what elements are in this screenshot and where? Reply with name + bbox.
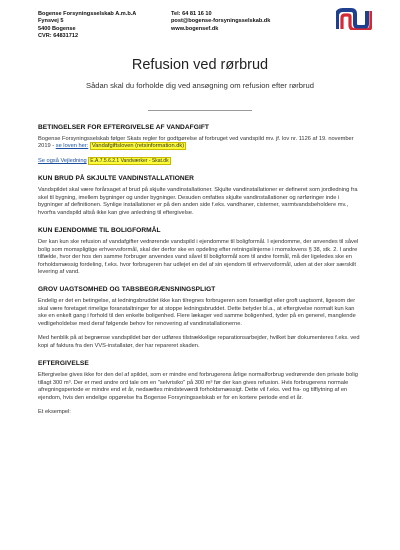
law-link[interactable]: se loven her: [55, 143, 89, 150]
section-paragraph: Vandspildet skal være forårsaget af brud på skjulte vandinstallationer. Skjulte vandinstallationer er defineret som jordledning fra skel til bygning, imellem bygninger og under bygninger. Desuden omfattes skjulte vandinstallationer og rørføringer inde i bygninger af definitionen. Synlige installationer er på den anden side f.eks. vandhaner, cisterner, varmtvandsbeholdere mv., hvorfra vandspild altså ikke kan give anledning til eftergivelse. [38, 187, 358, 216]
contact-phone: Tel: 64 81 16 10 [171, 11, 212, 17]
contact-email[interactable]: post@bogense-forsyningsselskab.dk [171, 18, 271, 25]
company-address-block [38, 11, 136, 40]
guidance-link[interactable]: Se også Vejledning [38, 157, 87, 164]
conditions-text: Bogense Forsyningsselskab følger Skats regler for godtgørelse af forbruget ved vandspild mv. jf. lov nr. 1126 af 19. november 2019 - [38, 136, 354, 150]
section-heading: KUN EJENDOMME TIL BOLIGFORMÅL [38, 227, 161, 235]
section-remission [38, 360, 364, 416]
guidance-paragraph [38, 158, 364, 165]
section-heading: EFTERGIVELSE [38, 360, 89, 368]
company-name: Bogense Forsyningsselskab A.m.b.A [38, 11, 137, 17]
contact-website[interactable]: www.bogensef.dk [171, 25, 219, 32]
section-paragraph: Med henblik på at begrænse vandspildet bør der udføres tilstrækkelige reparationsarbejder, hvilket bør dokumenteres f.eks. ved kopi af faktura fra den VVS-installatør, der har repareret skaden. [38, 335, 360, 349]
section-negligence [38, 286, 364, 350]
section-heading: BETINGELSER FOR EFTERGIVELSE AF VANDAFGIFT [38, 124, 209, 131]
page-title: Refusion ved rørbrud [131, 57, 269, 73]
guidance-highlight-link[interactable]: E.A.7.5.6.2.1 Vandværker - Skat.dk [90, 157, 169, 164]
company-city: 5400 Bogense [38, 25, 76, 32]
conditions-paragraph [38, 136, 364, 151]
section-paragraph: Der kan kun ske refusion af vandafgifter vedrørende vandspild i ejendomme til boligformål. I ejendomme, der anvendes til såvel bolig som momspligtige erhvervsformål, skal der derfor ske en opdeling efter retningslinjerne i momslovens § 38, stk. 2. I andre tilfælde, hvor der hos den samme forbruger anvendes vand såvel til boligformål som til andre formål, må der ligeledes ske en forholdsmæssig fordeling, f.eks. hvor forbrugeren har udlejet en del af sin ejendom til erhvervsformål, uden at der sker særskilt levering af vand. [38, 239, 359, 275]
section-heading: GROV UAGTSOMHED OG TABSBEGRÆNSNINGSPLIGT [38, 286, 216, 294]
section-hidden-installations [38, 175, 364, 217]
example-label: Et eksempel: [38, 408, 71, 415]
company-street: Fynsvej 5 [38, 18, 64, 25]
law-highlight-link[interactable]: Vandafgiftsloven (retsinformation.dk) [91, 143, 185, 150]
company-logo-icon [336, 8, 372, 30]
company-cvr: CVR: 64831712 [38, 32, 79, 39]
section-heading: KUN BRUD PÅ SKJULTE VANDINSTALLATIONER [38, 175, 194, 183]
section-paragraph: Eftergivelse gives ikke for den del af spildet, som er mindre end forbrugerens årlige normalforbrug vedrørende den private bolig tillagt 300 m³. Der er med andre ord tale om en "selvrisiko" på 300 m³ før der kan gives refusion. Hvis forbrugerens normale afregningsperiode er mindre end et år, nedsættes mindsteværdi forholdsmæssigt. Dette vil f.eks. ved fra- og tilflytning af en ejendom, hvis den endelige opgørelse fra Bogense Forsyningsselskab er for en kortere periode end et år. [38, 372, 358, 401]
page-subtitle: Sådan skal du forholde dig ved ansøgning om refusion efter rørbrud [86, 81, 314, 90]
section-paragraph: Endelig er det en betingelse, at ledningsbruddet ikke kan tilregnes forbrugeren som forsætligt eller groft uagtsomt, ligesom der skal være foretaget rimelige foranstaltninger for at stoppe ledningsbruddet. Dette betyder bl.a., at eftergivelse normalt kun kan ske en enkelt gang i forhold til den enkelte boligenhed. Flere lækager ved samme boligenhed, tyder på en generel, manglende vedligeholdelse med deraf følgende behov for renovering af vandinstallationerne. [38, 298, 356, 327]
document-body [38, 124, 364, 426]
divider [148, 110, 252, 111]
section-conditions [38, 124, 364, 165]
contact-block [171, 11, 270, 33]
section-residential-only [38, 227, 364, 276]
